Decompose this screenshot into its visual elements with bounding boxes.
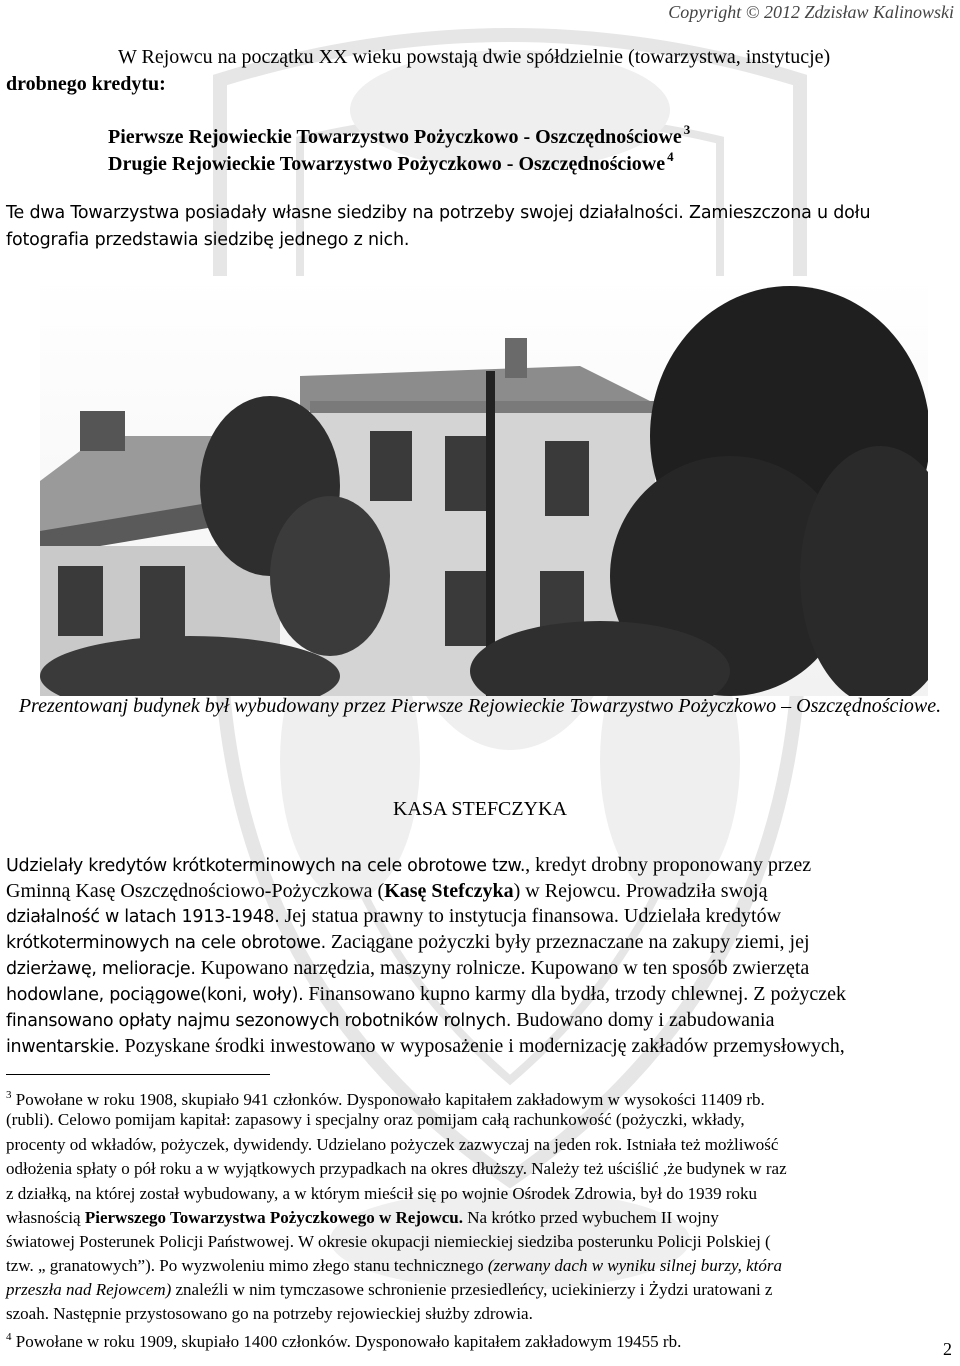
intro-paragraph-line-1: Te dwa Towarzystwa posiadały własne siedziby na potrzeby swojej działalności. Zamieszczona u dołu [6,203,871,223]
copyright-header: Copyright © 2012 Zdzisław Kalinowski [668,2,954,22]
footnote-ref-4: 4 [667,149,674,164]
body-line-7: finansowano opłaty najmu sezonowych robotników rolnych. Budowano domy i zabudowania [6,1009,775,1031]
body-line-6: hodowlane, pociągowe(koni, woły). Finansowano kupno karmy dla bydła, trzody chlewnej. Z pożyczek [6,983,847,1005]
body-line-1: Udzielały kredytów krótkoterminowych na cele obrotowe tzw., kredyt drobny proponowany przez [6,854,812,876]
body-line-5: dzierżawę, melioracje. Kupowano narzędzia, maszyny rolnicze. Kupowano w ten sposób zwierzęta [6,957,810,979]
footnote-3-line-10: szoah. Następnie przystosowano go na potrzeby rejowieckiej służby zdrowia. [6,1304,533,1323]
photo-caption: Prezentowanj budynek był wybudowany przez Pierwsze Rejowieckie Towarzystwo Pożyczkowo – Oszczędnościowe. [18,695,942,717]
body-line-4: krótkoterminowych na cele obrotowe. Zaciągane pożyczki były przeznaczane na zakupy ziemi, jej [6,931,810,953]
section-heading: KASA STEFCZYKA [393,798,567,820]
body-line-8: inwentarskie. Pozyskane środki inwestowano w wyposażenie i modernizację zakładów przemysłowych, [6,1035,845,1057]
footnote-3-line-7: światowej Posterunek Policji Państwowej. W okresie okupacji niemieckiej siedziba posterunku Policji Polskiej ( [6,1232,771,1251]
footnote-3-line-9: przeszła nad Rejowcem) znaleźli w nim tymczasowe schronienie przesiedleńcy, uciekinierzy i Żydzi uratowani z [6,1280,773,1299]
society-2 [108,149,674,176]
intro-line-1: W Rejowcu na początku XX wieku powstają dwie spółdzielnie (towarzystwa, instytucje) [118,46,831,68]
building-photo [40,276,928,696]
footnote-3-line-8: tzw. „ granatowych”). Po wyzwoleniu mimo złego stanu technicznego (zerwany dach w wyniku silnej burzy, która [6,1256,782,1275]
intro-line-2: drobnego kredytu: [6,73,166,95]
body-line-2: Gminną Kasę Oszczędnościowo-Pożyczkowa (Kasę Stefczyka) w Rejowcu. Prowadziła swoją [6,880,768,902]
footnote-3-line-5: z działką, na której został wybudowany, a w którym mieścił się po wojnie Ośrodek Zdrowia, był do 1939 roku [6,1184,757,1203]
footnote-3-line-3: procenty od wkładów, pożyczek, dywidendy. Udzielano pożyczek zazwyczaj na jeden rok. Istniała też możliwość [6,1135,779,1154]
page-number: 2 [943,1339,952,1359]
footnote-3-line-4: odłożenia spłaty o pół roku a w wyjątkowych przypadkach na okres dłuższy. Należy też uściślić ,że budynek w raz [6,1159,787,1178]
society-2-name: Drugie Rejowieckie Towarzystwo Pożyczkowo - Oszczędnościowe [108,153,666,175]
intro-paragraph-line-2: fotografia przedstawia siedzibę jednego z nich. [6,230,410,250]
footnote-3-line-1: $^3$ Powołane w roku 1908, skupiało 941 członków. Dysponowało kapitałem zakładowym w wysokości 11409 rb. [6,1089,765,1109]
footnote-separator [6,1074,270,1075]
footnote-ref-3: 3 [683,122,691,137]
society-1 [108,122,690,149]
footnote-3-line-2: (rubli). Celowo pomijam kapitał: zapasowy i specjalny oraz pomijam całą rachunkowość (pożyczki, wkłady, [6,1110,745,1129]
footnote-3-line-6: własnością Pierwszego Towarzystwa Pożyczkowego w Rejowcu. Na krótko przed wybuchem II wojny [6,1208,719,1227]
society-1-name: Pierwsze Rejowieckie Towarzystwo Pożyczkowo - Oszczędnościowe [108,126,682,148]
body-line-3: działalność w latach 1913-1948. Jej statua prawny to instytucja finansowa. Udzielała kredytów [6,905,782,927]
footnote-4: $^4$ Powołane w roku 1909, skupiało 1400 członków. Dysponowało kapitałem zakładowym 19455 rb. [6,1331,682,1351]
